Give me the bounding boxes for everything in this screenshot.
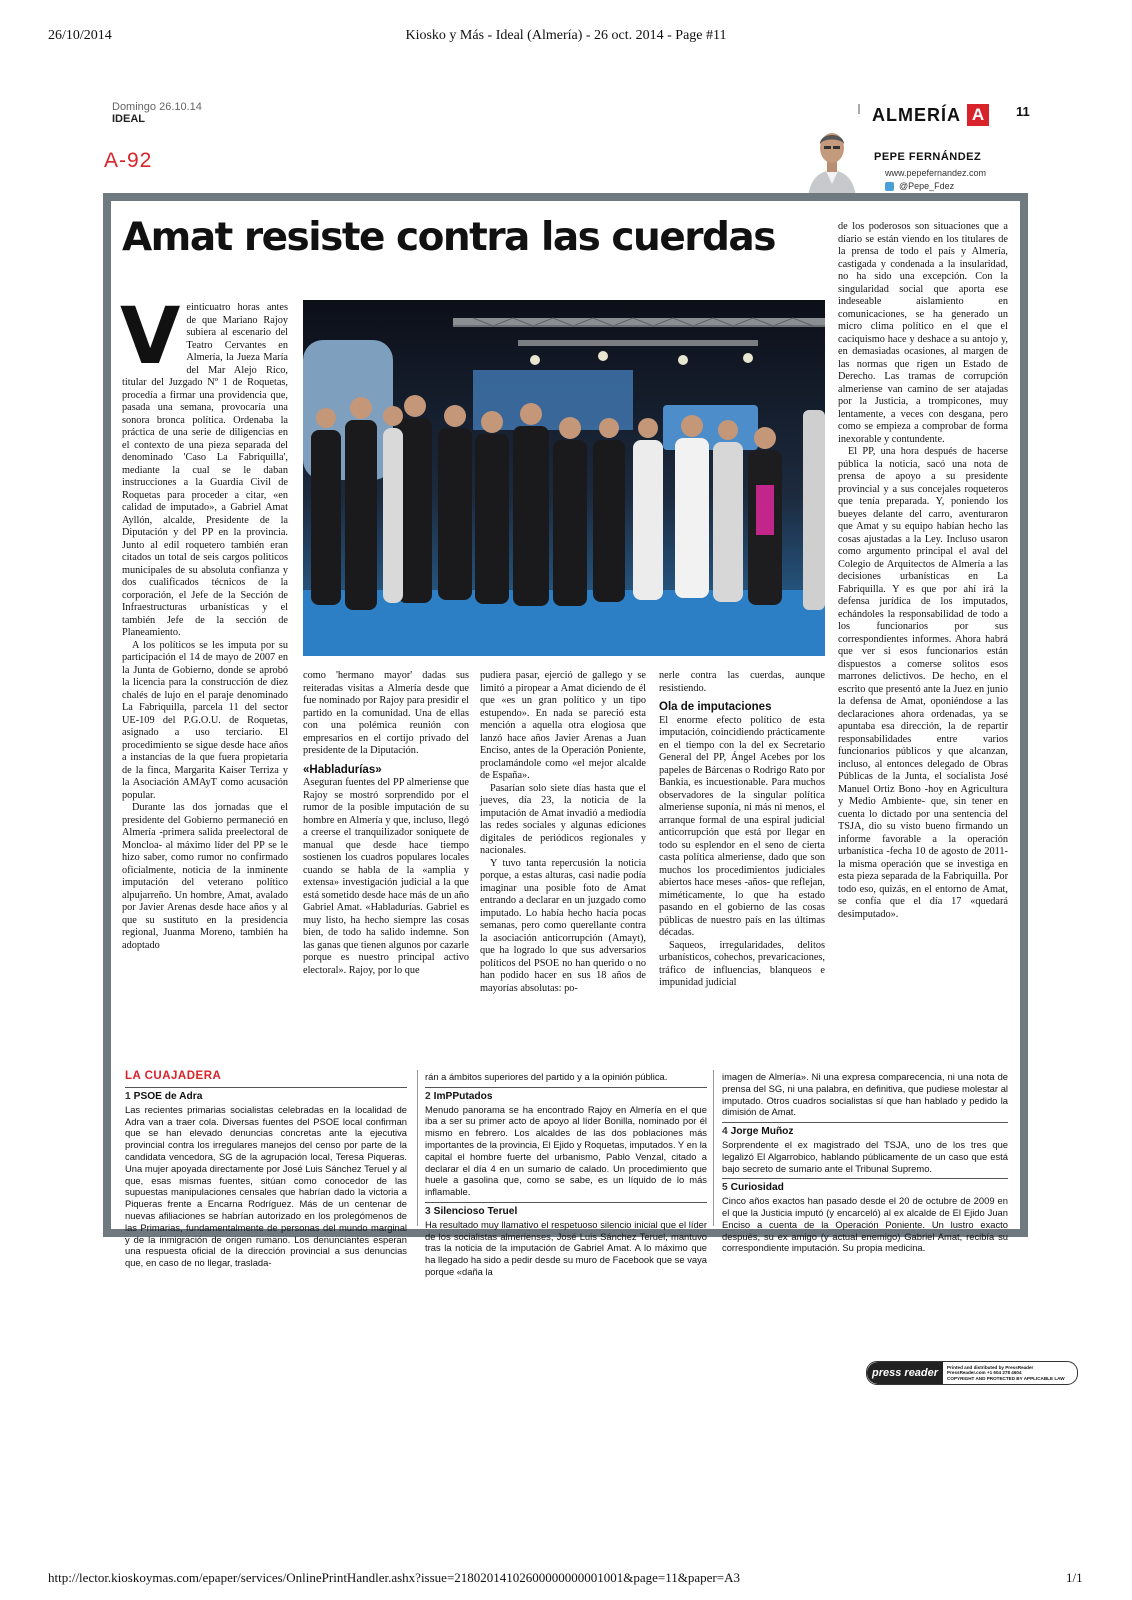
- cuajadera-item-heading: 2 ImPPutados: [425, 1087, 707, 1103]
- paper-name: IDEAL: [112, 113, 145, 125]
- cuajadera-item-text: Menudo panorama se ha encontrado Rajoy en Almería en el que iba a ser su primer acto de apoyo al líder Bonilla, nominado por él mismo en febrero. Los alcaldes de las dos poblaciones más importantes de la provincia, El Ejido y Roquetas, imputados. Y en la capital el hombre fuerte del urbanismo, Pablo Venzal, citado a declarar el día 4 en un sumario de calado. Un procedimiento que huele a gasolina que, como se sabe, es un líquido de lo más inflamable.: [425, 1103, 707, 1198]
- paragraph: Aseguran fuentes del PP almeriense que Rajoy se mostró sorprendido por el rumor de la posible imputación de su hombre en Almería y que, incluso, llegó a creerse el tranquilizador soniquete de manual que desde hace tiempo sostienen los cuadros populares locales cuando se habla de la «amplia y extensa» investigación judicial a la que está sometido desde hace más de un año Gabriel Amat. «Habladurías. Gabriel es muy listo, ha hecho siempre las cosas bien, de todo ha salido indemne. Son las ganas que tienen algunos por cazarle porque es nuestro principal activo electoral». Rajoy, por lo que: [303, 777, 469, 976]
- paragraph: Y tuvo tanta repercusión la noticia porque, a estas alturas, casi nadie podía imaginar una posible foto de Amat entrando a declarar en un juzgado como imputado. Lo había hecho hacía pocas semanas, pero como querellante contra la asociación anticorrupción (Amayt), que ha logrado lo que sus adversarios políticos del PSOE no han querido o no han podido hacer en sus 18 años de mayorías absolutas: po-: [480, 857, 646, 994]
- section-badge: A: [967, 104, 989, 126]
- author-name: PEPE FERNÁNDEZ: [874, 151, 982, 163]
- box-divider: [713, 1070, 714, 1226]
- cuajadera-item-heading: 5 Curiosidad: [722, 1178, 1008, 1194]
- cuajadera-column-1: [125, 1083, 407, 1269]
- pressreader-stamp: [866, 1361, 1078, 1385]
- paragraph: Durante las dos jornadas que el presidente del Gobierno permaneció en Almería -primera salida preelectoral de Moncloa- al máximo líder del PP se le hizo saber, como rumor no confirmado oficialmente, noticia de la inminente imputación del veterano político alpujarreño. Un hombre, Amat, avalado por Javier Arenas desde hace años y al que su sustituto en la presidencia regional, Juanma Moreno, también ha adoptado: [122, 802, 288, 951]
- article-column-3: [480, 670, 646, 1062]
- cuajadera-title: LA CUAJADERA: [125, 1070, 222, 1082]
- cuajadera-item-text: rán a ámbitos superiores del partido y a la opinión pública.: [425, 1071, 668, 1082]
- paragraph: einticuatro horas antes de que Mariano Rajoy subiera al escenario del Teatro Cervantes en Almería, la Jueza María del Mar Alejo Rico, titular del Juzgado Nº 1 de Roquetas, procedía a firmar una providencia que, pasada una semana, provocaría una sonora bronca política. Ordenaba la práctica de una serie de diligencias en el contexto de una pieza separada del denominado 'Caso La Fabriquilla', mediante la cual se le daban instrucciones a la Guardia Civil de Roquetas para proceder a citar, «en calidad de imputado», a Gabriel Amat Ayllón, alcalde, Presidente de la Diputación y del PP en la provincia. Junto al edil roquetero también eran citados un total de seis cargos politicos municipales de su absoluta confianza y dos cualificados técnicos de la corporación, el Jefe de la Sección de Infraestructuras urbanísticas y el también Jefe de la sección de Planeamiento.: [122, 302, 288, 638]
- cuajadera-item-heading: 3 Silencioso Teruel: [425, 1202, 707, 1218]
- cuajadera-column-2: [425, 1071, 707, 1277]
- section-name: ALMERÍA: [872, 104, 961, 125]
- dropcap-v: V: [120, 292, 181, 382]
- cuajadera-item-text: Sorprendente el ex magistrado del TSJA, uno de los tres que legalizó El Algarrobico, hablando públicamente de un caso que está bajo secreto de sumario ante el Tribunal Supremo.: [722, 1138, 1008, 1174]
- paragraph: como 'hermano mayor' dadas sus reiteradas visitas a Almería desde que fue nominado por Rajoy para presidir el partido en la comunidad. Una de ellas con una polémica reunión con empresarios en el cortijo privado del presidente de la Diputación.: [303, 670, 469, 756]
- paragraph: de los poderosos son situaciones que a diario se están viendo en los titulares de la prensa de todo el país y Almería, castigada y condenada a la insularidad, no ha sido una excepción. Con la singularidad social que aporta ese indeseable aislamiento en comunicaciones, se ha generado un micro clima político en el que el caciquismo hace y deshace a su antojo y, en demasiadas ocasiones, al margen de las normas que rigen un Estado de Derecho. Las tramas de corrupción almeriense van camino de ser atajadas por la Justicia, a trompicones, muy lentamente, a veces con desgana, pero como se empieza a comprobar de forma inexorable y contundente.: [838, 221, 1008, 445]
- paragraph: A los políticos se les imputa por su participación el 14 de mayo de 2007 en la Junta de Gobierno, donde se aprobó la licencia para la construcción de diez chalés de lujo en el paraje denominado La Fabriquilla, parcela 11 del sector UE-109 del P.G.O.U. de Roquetas, asignado a uso terciario. El procedimiento se sigue desde hace años a instancias de la que fuera propietaria de la finca, Margarita Kaiser Terriza y la Asociación AMAyT como acusación popular.: [122, 639, 288, 801]
- article-column-5: [838, 221, 1008, 1063]
- article-photo: [303, 300, 825, 656]
- subheading-ola-imputaciones: Ola de imputaciones: [659, 701, 772, 713]
- page-number: 11: [1016, 104, 1030, 119]
- pressreader-logo: press reader: [867, 1362, 943, 1384]
- pressreader-line: COPYRIGHT AND PROTECTED BY APPLICABLE LAW: [947, 1375, 1065, 1381]
- paragraph: El PP, una hora después de hacerse pública la noticia, sacó una nota de prensa de apoyo a su presidente provincial y a sus concejales roqueteros que tenía preparada. Y, poniendo los bueyes delante del carro, aventuraron que Amat y su equipo habían hecho las cosas ajustadas a la Ley. Incluso usaron como argumento principal el aval del Colegio de Arquitectos de Almería a las decisiones urbanísticas en La Fabriquilla. Y es que por ahí irá la defensa jurídica de los imputados, echándoles la responsabilidad de todo a los funcionarios por sus correspondientes informes. Ahora habrá que ver si esos funcionarios están dispuestos a comerse solitos esos marrones delictivos. De hecho, en el escrito que presentó ante la Juez en junio la defensa de Amat, oponiéndose a las declaraciones ahora ordenadas, ya se apuntaba esa dirección, la de repartir responsabilidades entre varios funcionarios públicos y que alcanzan, incluso, al entonces delegado de Obras Públicas de la Junta, el socialista José Manuel Ortiz Bono -hoy en Agricultura y Medio Ambiente- que, sin tener en cuenta lo dictado por una sentencia del TSJA, dio su visto bueno firmando un informe favorable a la operación urbanística -fecha 10 de agosto de 2011- la misma operación que se investiga en esta pieza separada de la Fabriquilla. Por todo eso, quizás, en el entorno de Amat, se confía que el día 17 «quedará desimputado».: [838, 446, 1008, 920]
- article-column-2: [303, 670, 469, 1062]
- issue-date: [112, 101, 202, 125]
- cuajadera-item-heading: 4 Jorge Muñoz: [722, 1122, 1008, 1138]
- paragraph: pudiera pasar, ejerció de gallego y se limitó a piropear a Amat diciendo de él que «es un gran político y un tipo estupendo». En nada se pareció esta mención a aquella otra elogiosa que lanzó hace años Javier Arenas a Juan Enciso, antes de la Operación Poniente, proclamándole como «el mejor alcalde de España».: [480, 670, 646, 781]
- author-web: www.pepefernandez.com: [885, 168, 987, 178]
- author-portrait: [803, 114, 861, 204]
- cuajadera-item-text: imagen de Almería». Ni una expresa comparecencia, ni una nota de prensa del SG, ni una palabra, en definitiva, que pudiese molestar al imputado. Otros cuadros socialistas sí que han hablado y pedido la dimisión de Amat.: [722, 1071, 1008, 1118]
- cuajadera-item-text: Las recientes primarias socialistas celebradas en la localidad de Adra van a traer cola. Diversas fuentes del PSOE local confirman que se han elevado denuncias concretas ante la ejecutiva provincial contra los irregulares manejos del censo por parte de la candidata vencedora, SG de la agrupación local, Teresa Piqueras. Una mujer apoyada directamente por José Luis Sánchez Teruel y al que, esas mismas fuentes, sitúan como conocedor de las supuestas manipulaciones censales que habrían dado la victoria a Piqueras frente a Encarna Rodríguez. Más de un centenar de nuevas afiliaciones se habrían autorizado en los prolegómenos de las Primarias, fundamentalmente de personas del mundo marginal y de la inmigración de origen rumano. Los denunciantes esperan una respuesta oficial de la dirección provincial a sus denuncias que, en caso de no llegar, traslada-: [125, 1103, 407, 1269]
- cuajadera-column-3: [722, 1071, 1008, 1254]
- print-url: http://lector.kioskoymas.com/epaper/services/OnlinePrintHandler.ashx?issue=21802014102600000000001001&page=11&paper=A3: [48, 1570, 740, 1585]
- cuajadera-item-heading: 1 PSOE de Adra: [125, 1087, 407, 1103]
- article-column-4: [659, 670, 825, 1062]
- print-date: 26/10/2014: [48, 28, 112, 43]
- section-code: A-92: [104, 149, 153, 172]
- paragraph: nerle contra las cuerdas, aunque resistiendo.: [659, 670, 825, 694]
- article-title: Amat resiste contra las cuerdas: [122, 215, 775, 260]
- print-title: Kiosko y Más - Ideal (Almería) - 26 oct. 2014 - Page #11: [405, 28, 727, 43]
- author-twitter-handle: @Pepe_Fdez: [899, 181, 955, 191]
- pressreader-line: Printed and distributed by PressReader: [947, 1364, 1034, 1370]
- twitter-icon: [885, 182, 894, 191]
- cuajadera-item-text: Ha resultado muy llamativo el respetuoso silencio inicial que el líder de los socialistas almerienses, José Luis Sánchez Teruel, mantuvo tras la noticia de la imputación de Gabriel Amat. A lo máximo que ha llegado ha sido a pedir desde su muro de Facebook que se vaya porque «daña la: [425, 1218, 707, 1277]
- cuajadera-item-text: Cinco años exactos han pasado desde el 20 de octubre de 2009 en el que la Justicia imputó (y encarceló) al ex alcalde de El Ejido Juan Enciso a cuenta de la Operación Poniente. Un lustro exacto después, su ex amigo (y actual enemigo) Gabriel Amat, recibía su correspondiente imputación. Su propia medicina.: [722, 1195, 1008, 1254]
- pressreader-line: PressReader.com +1 604 278 4604: [947, 1370, 1022, 1376]
- paragraph: Saqueos, irregularidades, delitos urbanísticos, cohechos, prevaricaciones, tráfico de influencias, blanqueos e impunidad judicial: [659, 939, 825, 988]
- article-column-1: [120, 292, 288, 1062]
- print-page-count: 1/1: [1066, 1570, 1083, 1585]
- box-divider: [417, 1070, 418, 1226]
- subheading-habladurias: «Habladurías»: [303, 763, 382, 776]
- section-logo: [858, 104, 989, 126]
- weekday-date: Domingo 26.10.14: [112, 101, 202, 113]
- paragraph: El enorme efecto político de esta imputación, coincidiendo prácticamente en el tiempo con la del ex Secretario General del PP, Ángel Acebes por los papeles de Bárcenas o Rodrigo Rato por Bankia, es incuestionable. Para muchos observadores de la singular política almeriense suponía, ni más ni menos, el arranque formal de una espiral judicial anticorrupción que está por llegar en todo su esplendor en el seno de cierta casta política almeriense, dado que son muchos los procedimientos judiciales abiertos hace meses -años- que reflejan, miméticamente, lo que ha estado pasando en el gobierno de las cosas públicas de nuestro país en las últimas décadas.: [659, 714, 825, 938]
- author-twitter: [885, 181, 954, 191]
- pressreader-text: [943, 1365, 1065, 1382]
- paragraph: Pasarían solo siete días hasta que el jueves, día 23, la noticia de la imputación de Amat invadió a mediodía las redes sociales y algunas ediciones digitales de periódicos regionales y nacionales.: [480, 782, 646, 856]
